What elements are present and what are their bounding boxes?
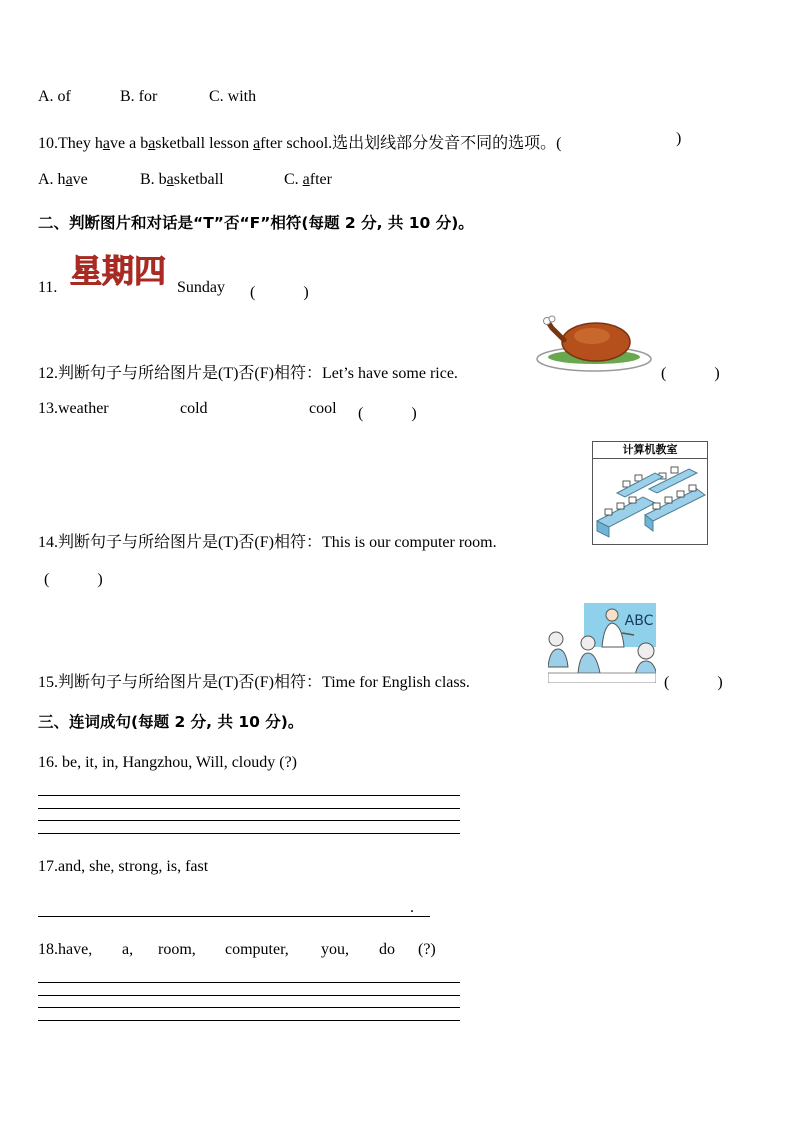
q10-option-a	[38, 171, 88, 189]
q10-seg2: ve a b	[109, 135, 149, 152]
q17-period: .	[410, 899, 414, 916]
q10-option-b	[140, 171, 224, 189]
q10-option-b-pre: B. b	[140, 171, 167, 188]
q18-word-1: 18.have,	[38, 941, 93, 958]
q12-answer-blank[interactable]: ( )	[661, 365, 720, 382]
q15-image-label: ABC	[624, 613, 654, 629]
q10-underline-3: a	[253, 135, 261, 152]
q11-word: Sunday	[177, 279, 225, 296]
q17-question: 17.and, she, strong, is, fast	[38, 858, 209, 875]
q11-number: 11.	[38, 279, 58, 296]
q11-answer-blank[interactable]: ( )	[250, 284, 309, 301]
q15-answer-blank[interactable]: ( )	[664, 674, 723, 691]
q13-word-2: cold	[180, 400, 208, 417]
student-icon	[549, 632, 563, 646]
q14-computer-room-image	[592, 441, 708, 545]
q10-seg1: They h	[58, 135, 103, 152]
q18-word-7: (?)	[418, 941, 436, 958]
q9-option-b: B. for	[120, 88, 158, 105]
q10-instruction: 选出划线部分发音不同的选项。(	[332, 135, 562, 152]
q10-option-a-underline: a	[65, 171, 73, 188]
q14-answer-blank[interactable]: ( )	[44, 571, 103, 588]
section3-title: 三、连词成句(每题 2 分, 共 10 分)。	[38, 713, 304, 731]
thursday-text-graphic	[64, 247, 172, 293]
q9-option-c: C. with	[209, 88, 257, 105]
q18-word-3: room,	[158, 941, 196, 958]
q14-image-label: 计算机教室	[593, 442, 707, 459]
q12-question: 12.判断句子与所给图片是(T)否(F)相符：Let’s have some rice.	[38, 365, 458, 382]
q18-word-6: do	[379, 941, 395, 958]
q12-turkey-image	[534, 312, 654, 376]
q18-answer-line-4[interactable]	[38, 1020, 460, 1021]
q16-answer-line-1[interactable]	[38, 795, 460, 796]
q10-number: 10.	[38, 135, 58, 152]
q18-word-4: computer,	[225, 941, 289, 958]
q13-word-3: cool	[309, 400, 337, 417]
q10-option-c-post: fter	[309, 171, 332, 188]
q10-question	[38, 130, 562, 153]
q10-option-b-post: sketball	[173, 171, 224, 188]
q17-answer-line[interactable]	[38, 916, 430, 917]
q9-option-a: A. of	[38, 88, 71, 105]
q10-seg4: fter school.	[260, 135, 333, 152]
q18-answer-line-3[interactable]	[38, 1007, 460, 1008]
q10-close-paren: )	[676, 130, 682, 147]
q18-word-2: a,	[122, 941, 134, 958]
q16-answer-line-2[interactable]	[38, 808, 460, 809]
teacher-icon	[606, 609, 618, 621]
q10-underline-2: a	[148, 135, 156, 152]
q18-word-5: you,	[321, 941, 349, 958]
q10-option-c-pre: C.	[284, 171, 303, 188]
q14-question: 14.判断句子与所给图片是(T)否(F)相符：This is our computer room.	[38, 534, 497, 551]
q16-answer-line-4[interactable]	[38, 833, 460, 834]
q10-option-c-underline: a	[302, 171, 310, 188]
q16-question: 16. be, it, in, Hangzhou, Will, cloudy (?)	[38, 754, 298, 771]
q10-underline-1: a	[102, 135, 110, 152]
q11-thursday-image	[64, 247, 172, 293]
computer-desks-graphic	[593, 459, 707, 543]
section2-title: 二、判断图片和对话是“T”否“F”相符(每题 2 分, 共 10 分)。	[38, 214, 474, 232]
q10-option-c	[284, 171, 332, 189]
q16-answer-line-3[interactable]	[38, 820, 460, 821]
q15-english-class-image	[548, 603, 656, 683]
q10-seg3: sketball lesson	[155, 135, 254, 152]
q13-word-1: 13.weather	[38, 400, 109, 417]
q10-option-a-post: ve	[72, 171, 88, 188]
q18-answer-line-1[interactable]	[38, 982, 460, 983]
q13-answer-blank[interactable]: ( )	[358, 405, 417, 422]
q15-question: 15.判断句子与所给图片是(T)否(F)相符：Time for English class.	[38, 674, 470, 691]
q10-option-b-underline: a	[166, 171, 174, 188]
q18-answer-line-2[interactable]	[38, 995, 460, 996]
q10-option-a-pre: A. h	[38, 171, 66, 188]
q11-image-text: 星期四	[69, 252, 167, 290]
